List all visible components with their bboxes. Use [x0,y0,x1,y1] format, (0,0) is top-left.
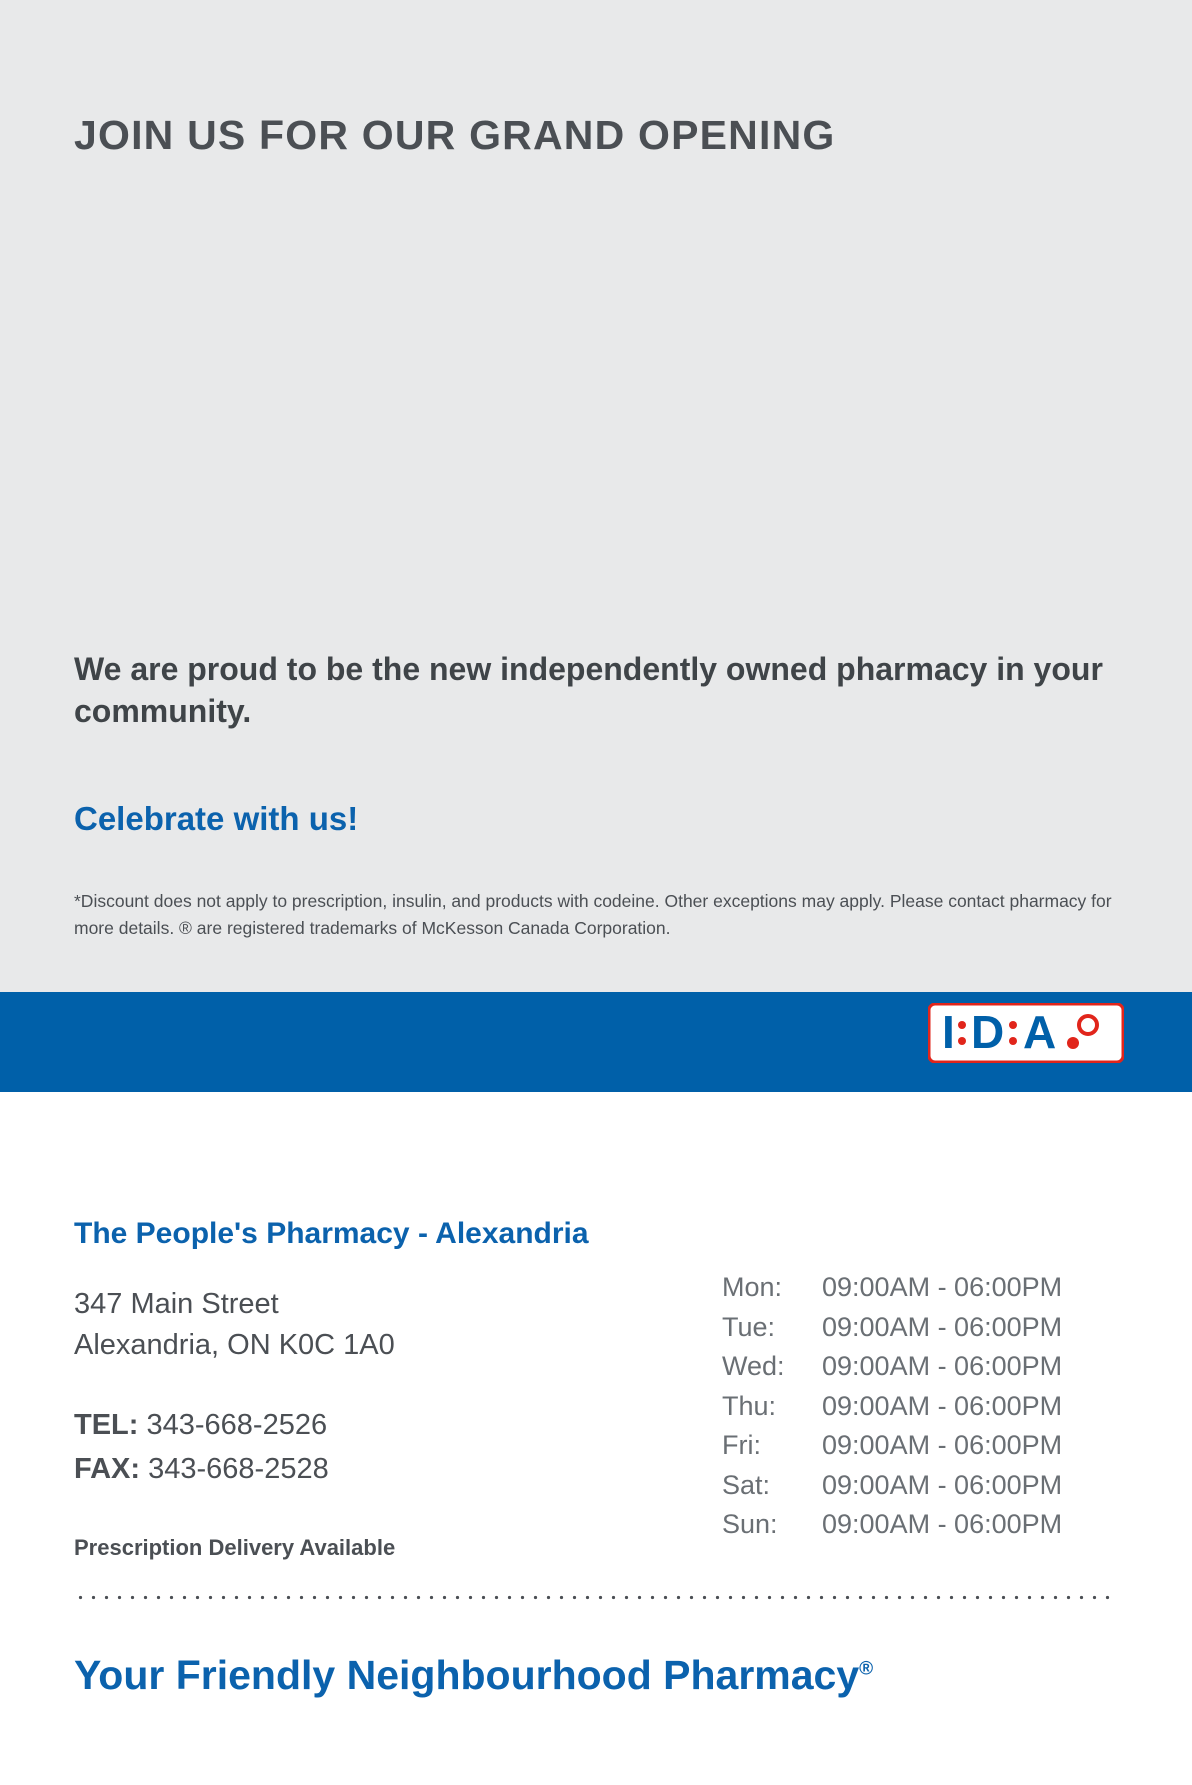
hours-time: 09:00AM - 06:00PM [822,1351,1063,1381]
hours-day: Sat: [722,1469,771,1500]
telephone-value: 343-668-2526 [146,1409,328,1441]
hours-day: Sun: [722,1509,778,1539]
table-row [722,1391,1122,1431]
table-row [722,1430,1122,1470]
fax-row [74,1448,329,1492]
telephone-row [74,1404,329,1448]
tagline-text: Your Friendly Neighbourhood Pharmacy [74,1652,860,1698]
svg-text:I: I [942,1006,955,1058]
hours-time: 09:00AM - 06:00PM [822,1272,1063,1302]
hours-time: 09:00AM - 06:00PM [822,1390,1063,1421]
subheadline: We are proud to be the new independently owned pharmacy in your community. [74,651,1103,730]
registered-mark: ® [859,1658,874,1680]
svg-text:D: D [971,1006,1005,1058]
store-contact [74,1404,329,1491]
disclaimer-text: *Discount does not apply to prescription, insulin, and products with codeine. Other exceptions may apply. Please contact pharmacy for more details. ® are registered trademarks of McKesson Canada Corporation. [74,891,1112,938]
svg-text:A: A [1023,1006,1057,1058]
celebrate-callout: Celebrate with us! [74,800,359,837]
table-row [722,1312,1122,1352]
hours-time: 09:00AM - 06:00PM [822,1311,1063,1342]
tagline [74,1652,873,1699]
fax-value: 343-668-2528 [148,1452,329,1485]
table-row [722,1272,1122,1312]
telephone-label: TEL: [74,1409,139,1441]
table-row [722,1470,1122,1510]
address-line-1: 347 Main Street [74,1288,279,1320]
hours-time: 09:00AM - 06:00PM [822,1430,1063,1460]
store-name: The People's Pharmacy - Alexandria [74,1217,589,1250]
store-address [74,1284,395,1366]
hours-day: Tue: [722,1311,776,1342]
page-title: JOIN US FOR OUR GRAND OPENING [74,112,836,158]
divider [74,1595,1118,1600]
table-row [722,1351,1122,1391]
fax-label: FAX: [74,1452,141,1485]
address-line-2: Alexandria, ON K0C 1A0 [74,1329,395,1362]
hours-time: 09:00AM - 06:00PM [822,1509,1063,1539]
ida-logo-icon [928,1003,1124,1063]
hours-day: Wed: [722,1351,785,1381]
hours-day: Mon: [722,1272,783,1302]
table-row [722,1509,1122,1549]
hours-time: 09:00AM - 06:00PM [822,1469,1063,1500]
store-hours-table [722,1272,1122,1549]
delivery-note: Prescription Delivery Available [74,1535,396,1560]
hours-day: Fri: [722,1430,761,1460]
hours-day: Thu: [722,1390,777,1421]
